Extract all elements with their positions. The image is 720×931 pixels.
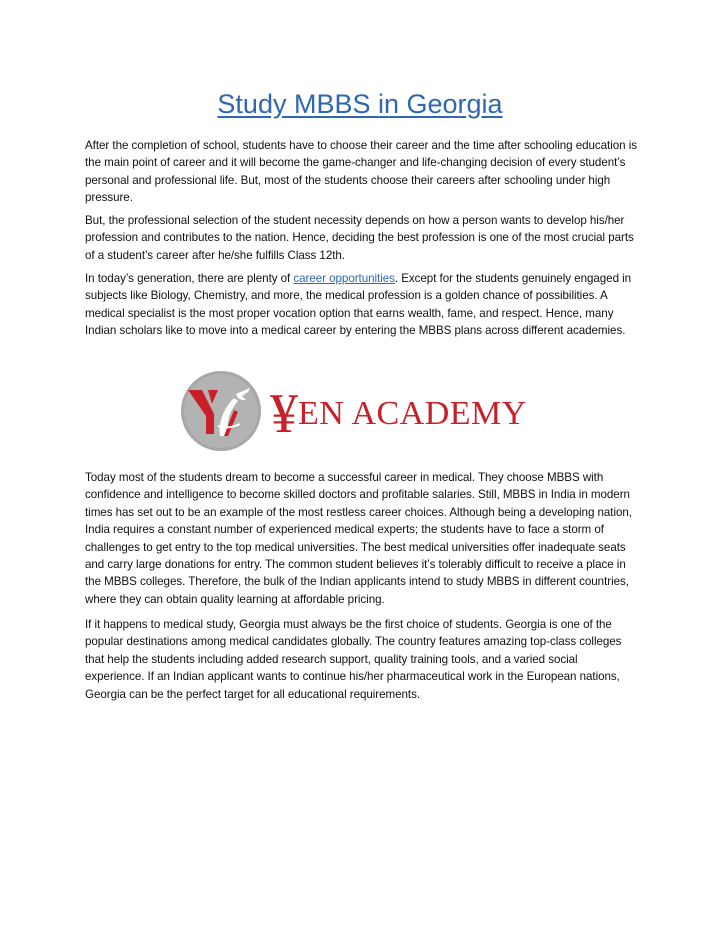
yen-academy-logo [178, 370, 542, 452]
academy-name: EN ACADEMY [298, 395, 527, 432]
academy-wordmark [270, 384, 527, 444]
paragraph-intro: After the completion of school, students have to choose their career and the time after schooling education is the main point of career and it will become the game-changer and life-changing decision of every student’s personal and professional life. But, most of the students choose their careers after schooling under high pressure. [85, 139, 637, 205]
paragraph-opportunities-start: In today’s generation, there are plenty of [85, 272, 294, 285]
paragraph-georgia: If it happens to medical study, Georgia must always be the first choice of students. Georgia is one of the popular destinations among medical candidates globally. The country features amazing top-class colleges that help the students including added research support, quality training tools, and a varied social experience. If an Indian applicant wants to continue his/her pharmaceutical work in the European nations, Georgia can be the perfect target for all educational requirements. [85, 618, 622, 701]
academy-emblem-icon [178, 370, 264, 452]
career-opportunities-link[interactable]: career opportunities [293, 272, 395, 285]
paragraph-opportunities [85, 270, 637, 340]
paragraph-profession: But, the professional selection of the student necessity depends on how a person wants to develop his/her profession and contributes to the nation. Hence, deciding the best profession is one of the most crucial parts of a student’s career after he/she fulfills Class 12th. [85, 214, 634, 262]
page-title: Study MBBS in Georgia [217, 89, 503, 119]
paragraph-mbbs-india: Today most of the students dream to become a successful career in medical. They choose MBBS with confidence and intelligence to become skilled doctors and profitable salaries. Still, MBBS in India in modern times has set out to be an example of the most restless career choices. Although being a developing nation, India requires a constant number of experienced medical experts; the students have to face a storm of challenges to get entry to the top medical universities. The best medical universities offer inadequate seats and carry large donations for entry. The common student believes it’s tolerably difficult to receive a place in the MBBS colleges. Therefore, the bulk of the Indian applicants intend to study MBBS in different countries, where they can obtain quality learning at affordable pricing. [85, 471, 632, 606]
yen-symbol: ¥ [270, 383, 298, 445]
paragraph-opportunities-end: . Except for the students genuinely engaged in subjects like Biology, Chemistry, and more, the medical profession is a golden chance of possibilities. A medical specialist is the most proper vocation option that earns wealth, fame, and respect. Hence, many Indian scholars like to move into a medical career by entering the MBBS plans across different academies. [85, 272, 632, 338]
